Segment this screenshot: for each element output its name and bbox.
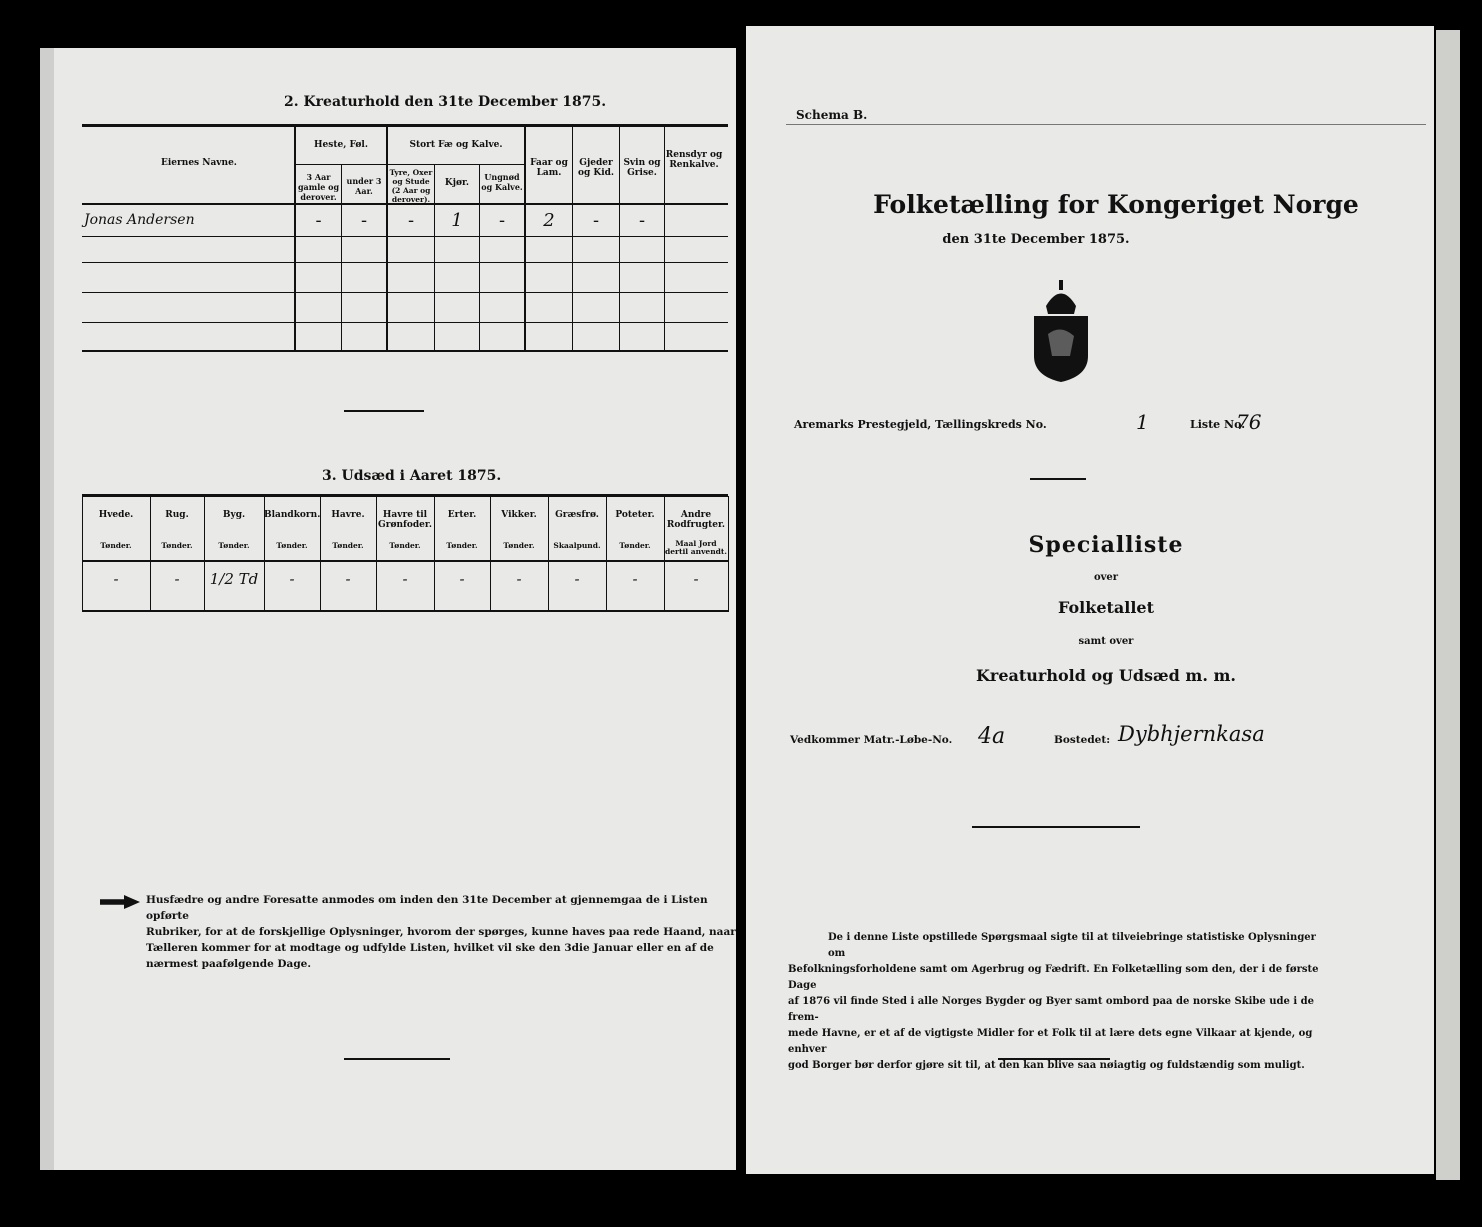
header-heste-3aar: 3 Aar gamle og derover. <box>297 172 340 202</box>
page-edge <box>1436 30 1460 1180</box>
livestock-cell: 1 <box>451 210 463 231</box>
table-top-rule <box>82 124 728 127</box>
separator <box>1030 478 1086 480</box>
seed-header-unit: Tønder. <box>218 541 250 550</box>
seed-value-cell: - <box>345 570 351 588</box>
livestock-cell: - <box>407 210 415 231</box>
seed-header-unit: Tønder. <box>619 541 651 550</box>
coat-of-arms-icon <box>1026 276 1096 386</box>
seed-header-unit: Skaalpund. <box>553 541 601 550</box>
col-rule <box>386 126 388 352</box>
notice-line: Rubriker, for at de forskjellige Oplysninger, hvorom der spørges, kunne haves paa rede Haand, naar <box>146 926 736 938</box>
footer-line: mede Havne, er et af de vigtigste Midler for et Folk til at lære dets egne Vilkaar at kjende, og enhver <box>788 1028 1313 1055</box>
separator <box>972 826 1140 828</box>
notice-line: Tælleren kommer for at modtage og udfylde Listen, hvilket vil ske den 3die Januar eller en af de <box>146 942 714 954</box>
seed-header-name: Havre. <box>331 510 365 520</box>
header-names: Eiernes Navne. <box>161 158 237 168</box>
census-date: den 31te December 1875. <box>942 232 1130 247</box>
seed-table-bottom-rule <box>82 610 728 612</box>
seed-value-cell: - <box>402 570 408 588</box>
livestock-cell: - <box>498 210 506 231</box>
over-text: over <box>1093 572 1119 583</box>
header-tyre: Tyre, Oxer og Stude (2 Aar og derover). <box>389 168 433 204</box>
folketallet-heading: Folketallet <box>1058 598 1154 617</box>
pointing-hand-icon <box>100 895 140 909</box>
seed-value-cell: - <box>632 570 638 588</box>
header-heste-under: under 3 Aar. <box>346 176 382 196</box>
section2-title: 2. Kreaturhold den 31te December 1875. <box>284 94 607 110</box>
header-faar: Faar og Lam. <box>530 158 568 178</box>
footer-line: af 1876 vil finde Sted i alle Norges Bygder og Byer samt ombord paa de norske Skibe ude i de frem- <box>788 996 1314 1023</box>
livestock-cell: - <box>315 210 322 231</box>
left-page <box>40 48 736 1170</box>
seed-header-name: Vikker. <box>501 510 537 520</box>
section3-title: 3. Udsæd i Aaret 1875. <box>322 468 502 484</box>
livestock-cell: 2 <box>543 210 555 231</box>
col-rule <box>294 126 296 352</box>
seed-col-rule <box>728 496 729 612</box>
seed-header-unit: Tønder. <box>276 541 308 550</box>
kreaturhold-heading: Kreaturhold og Udsæd m. m. <box>976 666 1236 685</box>
col-rule <box>434 164 435 352</box>
seed-table-top-rule <box>82 494 728 497</box>
bosted-label: Bostedet: <box>1054 734 1111 746</box>
matr-label: Vedkommer Matr.-Løbe-No. <box>790 734 953 746</box>
kreds-no: 1 <box>1136 410 1149 434</box>
subheader-rule <box>294 164 524 165</box>
seed-value-cell: - <box>459 570 465 588</box>
seed-header-unit: Maal Jord dertil anvendt. <box>665 539 727 556</box>
notice-line: Husfædre og andre Foresatte anmodes om inden den 31te December at gjennemgaa de i Listen opførte <box>146 894 708 922</box>
matr-no: 4a <box>978 724 1006 749</box>
footer-line: De i denne Liste opstillede Spørgsmaal sigte til at tilveiebringe statistiske Oplysninger om <box>828 932 1316 959</box>
seed-header-name: Græsfrø. <box>555 510 599 520</box>
seed-header-rule <box>82 560 728 562</box>
header-kjor: Kjør. <box>444 178 470 188</box>
seed-value-cell: - <box>174 570 180 588</box>
seed-header-unit: Tønder. <box>100 541 132 550</box>
table-bottom-rule <box>82 350 728 352</box>
top-rule <box>786 124 1426 125</box>
main-title: Folketælling for Kongeriget Norge <box>873 190 1359 219</box>
notice-line: nærmest paafølgende Dage. <box>146 958 311 970</box>
specialliste-heading: Specialliste <box>1028 532 1184 558</box>
livestock-cell: - <box>638 210 646 231</box>
livestock-cell: - <box>592 210 600 231</box>
seed-header-name: Poteter. <box>615 510 655 520</box>
seed-header-name: Havre til Grønfoder. <box>378 510 432 530</box>
seed-value-cell: - <box>516 570 522 588</box>
seed-header-name: Blandkorn. <box>264 510 321 520</box>
header-gjeder: Gjeder og Kid. <box>577 158 615 178</box>
seed-header-name: Byg. <box>222 510 246 520</box>
seed-value-cell: - <box>113 570 119 588</box>
schema-label: Schema B. <box>796 108 868 122</box>
prestegjeld-label: Aremarks Prestegjeld, Tællingskreds No. <box>794 418 1047 431</box>
footer-line: Befolkningsforholdene samt om Agerbrug og Fædrift. En Folketælling som den, der i de første Dage <box>788 964 1319 991</box>
seed-header-name: Erter. <box>447 510 477 520</box>
seed-header-unit: Tønder. <box>161 541 193 550</box>
header-svin: Svin og Grise. <box>623 158 661 178</box>
owner-name: Jonas Andersen <box>84 212 195 228</box>
liste-no: 76 <box>1236 410 1262 434</box>
seed-header-unit: Tønder. <box>332 541 364 550</box>
samt-over-text: samt over <box>1078 636 1134 647</box>
seed-value-cell: - <box>693 570 699 588</box>
separator <box>998 1058 1110 1060</box>
header-stort-fae: Stort Fæ og Kalve. <box>409 140 503 150</box>
row-rule <box>82 236 728 237</box>
header-heste: Heste, Føl. <box>314 140 368 150</box>
header-ungnod: Ungnød og Kalve. <box>481 172 523 192</box>
seed-header-name: Hvede. <box>98 510 134 520</box>
separator <box>344 410 424 412</box>
seed-value-cell: - <box>574 570 580 588</box>
seed-header-name: Andre Rodfrugter. <box>666 510 726 530</box>
footer-line: god Borger bør derfor gjøre sit til, at den kan blive saa nøiagtig og fuldstændig som muligt. <box>788 1060 1305 1071</box>
seed-header-unit: Tønder. <box>389 541 421 550</box>
right-page <box>746 26 1434 1174</box>
liste-label: Liste No. <box>1190 418 1246 431</box>
col-rule <box>479 164 480 352</box>
bosted-value: Dybhjernkasa <box>1118 722 1265 746</box>
livestock-cell: - <box>360 210 368 231</box>
header-rensdyr: Rensdyr og Renkalve. <box>665 150 723 170</box>
seed-header-unit: Tønder. <box>503 541 535 550</box>
seed-header-name: Rug. <box>165 510 189 520</box>
seed-value-cell: - <box>289 570 295 588</box>
row-rule <box>82 262 728 263</box>
row-rule <box>82 322 728 323</box>
separator <box>344 1058 450 1060</box>
row-rule <box>82 292 728 293</box>
seed-header-unit: Tønder. <box>446 541 478 550</box>
seed-value-cell: 1/2 Td <box>209 570 259 588</box>
